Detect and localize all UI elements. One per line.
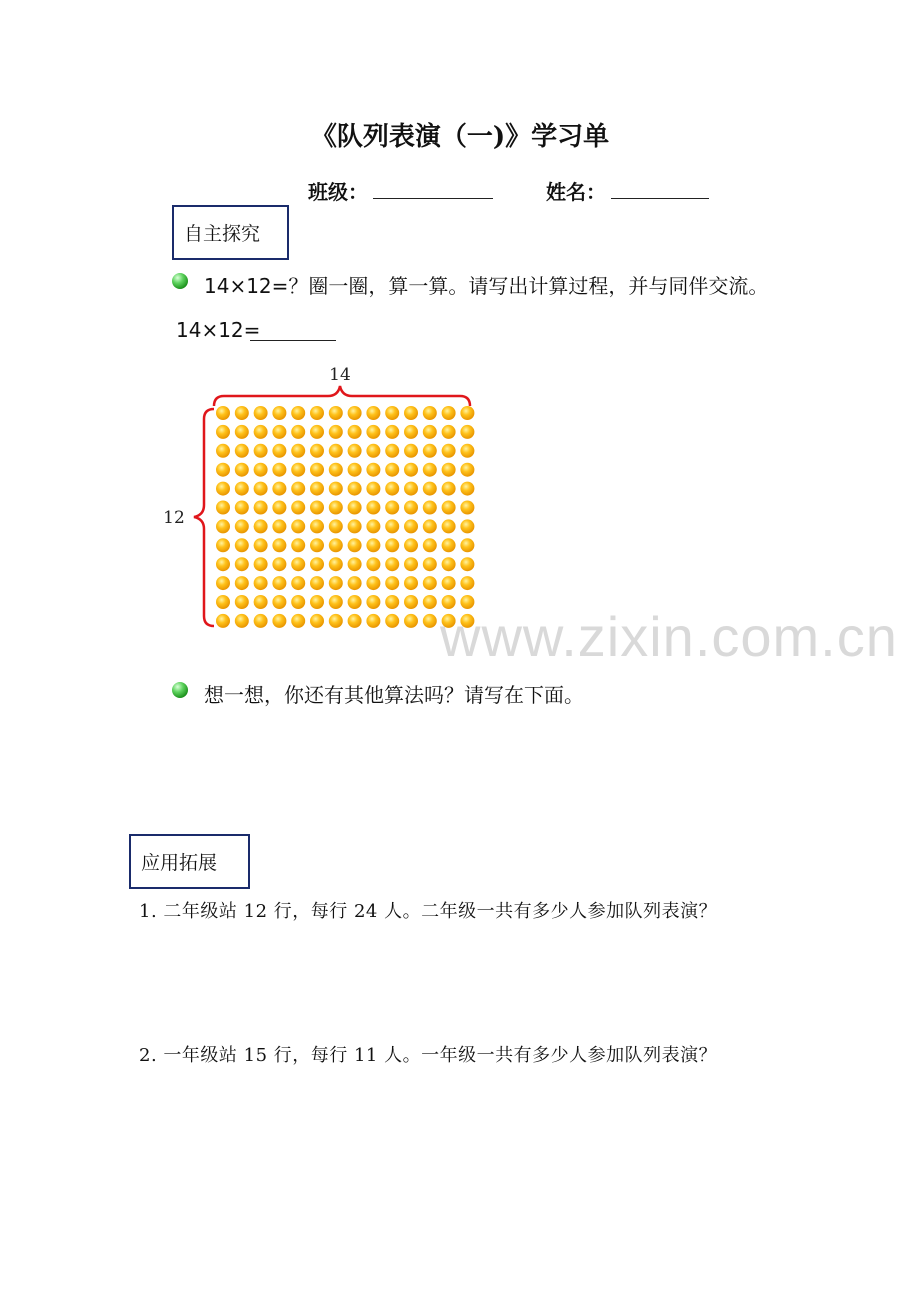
dot: [404, 595, 418, 609]
dot: [348, 406, 362, 420]
dot: [442, 444, 456, 458]
dot: [348, 614, 362, 628]
dot: [348, 519, 362, 533]
dot: [310, 595, 324, 609]
dot: [460, 406, 474, 420]
dot: [442, 406, 456, 420]
dot-grid: [216, 406, 474, 628]
dot: [235, 557, 249, 571]
green-bullet-icon: [172, 273, 188, 289]
dot: [254, 614, 268, 628]
dot: [423, 614, 437, 628]
dot: [310, 501, 324, 515]
page-title: 《队列表演（一)》学习单: [310, 122, 610, 152]
dot: [254, 595, 268, 609]
dot: [404, 482, 418, 496]
dot: [310, 406, 324, 420]
dot: [235, 576, 249, 590]
dot: [366, 538, 380, 552]
dot: [404, 463, 418, 477]
dot: [366, 576, 380, 590]
dot: [329, 444, 343, 458]
dot: [216, 501, 230, 515]
dot: [385, 519, 399, 533]
dot: [423, 463, 437, 477]
dot: [254, 444, 268, 458]
name-field[interactable]: [611, 176, 709, 199]
dot: [442, 482, 456, 496]
dot: [423, 538, 437, 552]
dot: [272, 501, 286, 515]
dot: [235, 538, 249, 552]
dot: [310, 614, 324, 628]
dot: [272, 538, 286, 552]
left-brace-icon: [194, 409, 214, 626]
dot: [385, 425, 399, 439]
section-heading-apply: [129, 834, 250, 889]
dot: [216, 576, 230, 590]
dot: [329, 501, 343, 515]
dot: [385, 614, 399, 628]
dot: [254, 538, 268, 552]
dot: [460, 519, 474, 533]
dot: [366, 557, 380, 571]
dot: [235, 614, 249, 628]
dot: [310, 557, 324, 571]
dot: [442, 557, 456, 571]
question-1: 14×12=？圈一圈，算一算。请写出计算过程，并与同伴交流。: [204, 274, 769, 298]
dot: [460, 444, 474, 458]
dot: [272, 614, 286, 628]
dot: [329, 538, 343, 552]
dot: [291, 614, 305, 628]
question-2: 想一想，你还有其他算法吗？请写在下面。: [204, 683, 584, 707]
dot: [254, 425, 268, 439]
dot: [291, 463, 305, 477]
dot: [329, 576, 343, 590]
dot: [272, 425, 286, 439]
dot: [235, 463, 249, 477]
dot: [348, 463, 362, 477]
name-label: 姓名：: [546, 180, 606, 204]
dot: [348, 501, 362, 515]
dot: [235, 501, 249, 515]
dot: [385, 501, 399, 515]
dot: [404, 557, 418, 571]
dot: [348, 557, 362, 571]
dot: [423, 482, 437, 496]
dot: [310, 444, 324, 458]
dot: [423, 406, 437, 420]
dot: [423, 595, 437, 609]
class-field[interactable]: [373, 176, 493, 199]
dot: [216, 482, 230, 496]
dot: [329, 463, 343, 477]
dot: [348, 595, 362, 609]
dot: [348, 482, 362, 496]
dot-array-figure: [150, 360, 490, 640]
dot: [460, 557, 474, 571]
answer-field[interactable]: [250, 318, 336, 341]
dot: [404, 538, 418, 552]
dot: [216, 406, 230, 420]
dot: [423, 519, 437, 533]
dot: [235, 482, 249, 496]
dot: [291, 406, 305, 420]
dot: [404, 425, 418, 439]
dot: [254, 406, 268, 420]
dot: [366, 614, 380, 628]
dot: [460, 501, 474, 515]
dot: [423, 425, 437, 439]
dot: [366, 406, 380, 420]
dot: [272, 406, 286, 420]
dot: [329, 595, 343, 609]
dot: [310, 519, 324, 533]
dot: [423, 501, 437, 515]
dot: [216, 425, 230, 439]
dot: [442, 576, 456, 590]
dot: [310, 482, 324, 496]
dot: [254, 463, 268, 477]
dot: [235, 425, 249, 439]
dot: [366, 519, 380, 533]
dot: [291, 557, 305, 571]
dot: [385, 406, 399, 420]
class-label: 班级：: [308, 180, 368, 204]
dot: [254, 519, 268, 533]
dot: [310, 576, 324, 590]
dot: [235, 595, 249, 609]
dot: [423, 576, 437, 590]
dot: [329, 482, 343, 496]
dot: [442, 501, 456, 515]
dot: [348, 425, 362, 439]
dot: [291, 425, 305, 439]
section-heading-explore: [172, 205, 289, 260]
dot: [460, 482, 474, 496]
dot: [272, 557, 286, 571]
dot: [442, 463, 456, 477]
dot: [216, 595, 230, 609]
dot: [272, 595, 286, 609]
dot: [366, 595, 380, 609]
dot: [272, 519, 286, 533]
dot: [329, 406, 343, 420]
dot: [216, 463, 230, 477]
dot: [272, 444, 286, 458]
dot: [254, 576, 268, 590]
dot: [272, 576, 286, 590]
dot: [385, 463, 399, 477]
dot: [216, 538, 230, 552]
dot: [404, 501, 418, 515]
dot: [460, 576, 474, 590]
dot: [385, 595, 399, 609]
dot: [310, 425, 324, 439]
dot: [460, 463, 474, 477]
dot: [272, 482, 286, 496]
dot: [404, 444, 418, 458]
dot: [310, 538, 324, 552]
dot: [348, 576, 362, 590]
section-heading-apply-label: 应用拓展: [141, 852, 218, 874]
dot: [460, 538, 474, 552]
problem-2: 2. 一年级站 15 行，每行 11 人。一年级一共有多少人参加队列表演？: [139, 1045, 718, 1066]
dot: [385, 557, 399, 571]
dot: [385, 482, 399, 496]
dot: [366, 444, 380, 458]
dot: [291, 501, 305, 515]
dot: [216, 614, 230, 628]
columns-label: 14: [329, 365, 351, 385]
dot: [366, 482, 380, 496]
dot: [291, 595, 305, 609]
dot: [385, 538, 399, 552]
dot: [423, 557, 437, 571]
dot: [216, 519, 230, 533]
section-heading-explore-label: 自主探究: [184, 223, 261, 245]
dot: [404, 406, 418, 420]
dot: [366, 463, 380, 477]
dot: [235, 406, 249, 420]
dot: [291, 576, 305, 590]
dot: [272, 463, 286, 477]
dot: [329, 557, 343, 571]
dot: [329, 614, 343, 628]
dot: [291, 538, 305, 552]
dot: [404, 614, 418, 628]
dot: [385, 444, 399, 458]
dot: [291, 519, 305, 533]
dot: [404, 519, 418, 533]
problem-1: 1. 二年级站 12 行，每行 24 人。二年级一共有多少人参加队列表演？: [139, 901, 718, 922]
dot: [460, 425, 474, 439]
dot: [366, 501, 380, 515]
dot: [310, 463, 324, 477]
dot: [254, 501, 268, 515]
dot: [254, 482, 268, 496]
dot: [366, 425, 380, 439]
dot: [348, 444, 362, 458]
watermark-text: www.zixin.com.cn: [440, 605, 898, 668]
dot: [348, 538, 362, 552]
equation-label: 14×12=: [176, 318, 261, 342]
dot: [423, 444, 437, 458]
rows-label: 12: [163, 508, 185, 528]
dot: [385, 576, 399, 590]
dot: [442, 538, 456, 552]
dot: [291, 482, 305, 496]
top-brace-icon: [214, 386, 470, 406]
dot: [442, 425, 456, 439]
dot: [235, 519, 249, 533]
dot: [442, 519, 456, 533]
dot: [329, 425, 343, 439]
dot: [235, 444, 249, 458]
dot: [404, 576, 418, 590]
dot: [254, 557, 268, 571]
dot: [329, 519, 343, 533]
green-bullet-icon: [172, 682, 188, 698]
dot: [216, 557, 230, 571]
dot: [291, 444, 305, 458]
dot: [216, 444, 230, 458]
